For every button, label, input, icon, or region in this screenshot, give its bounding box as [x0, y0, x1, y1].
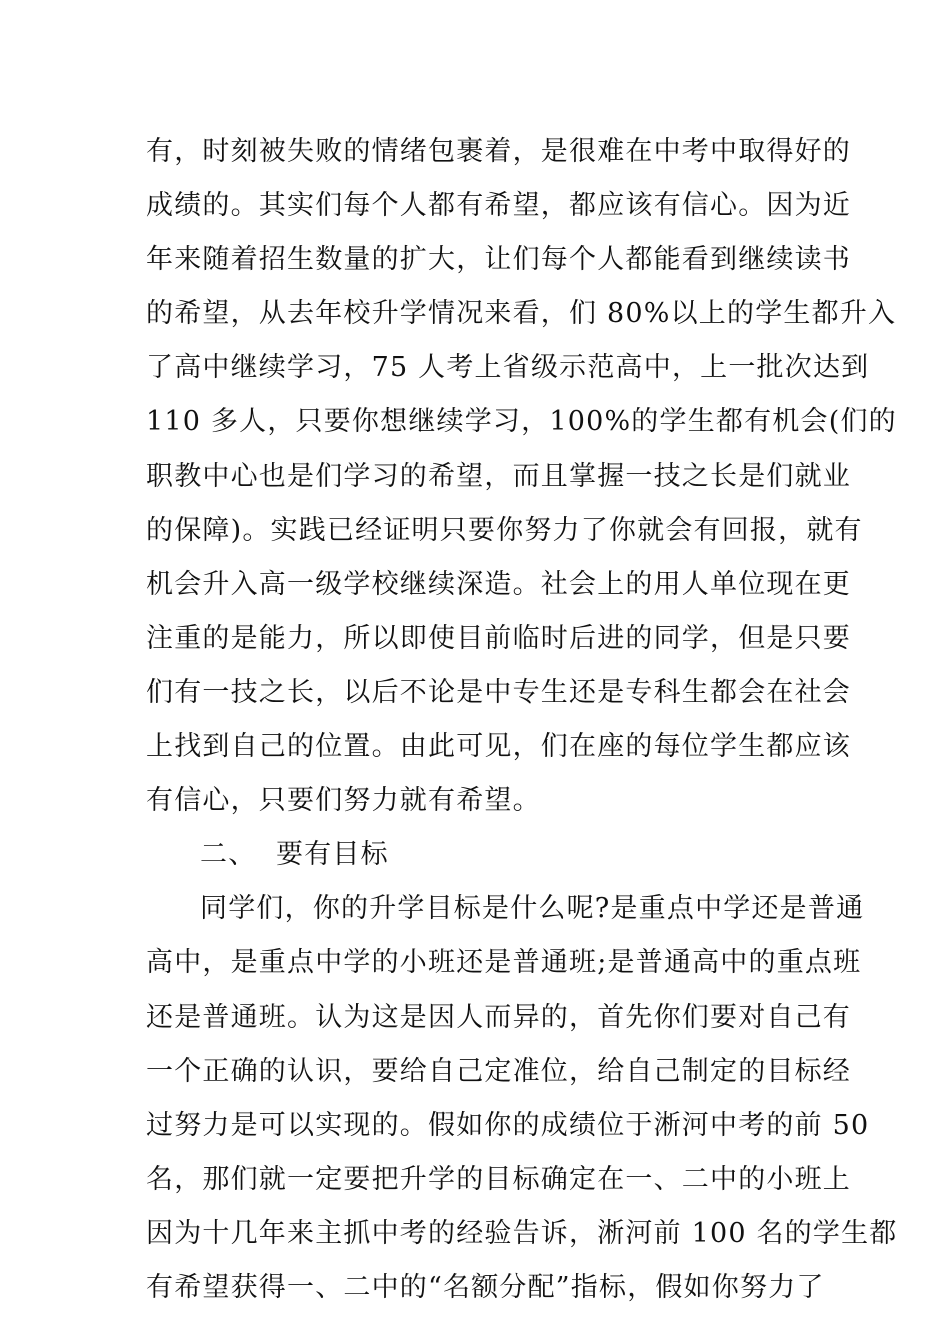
text-line: 有信心，只要们努力就有希望。 — [146, 785, 541, 817]
text-line: 高中，是重点中学的小班还是普通班;是普通高中的重点班 — [146, 947, 862, 979]
text-line: 的希望，从去年校升学情况来看，们 80%以上的学生都升入 — [146, 298, 897, 330]
text-line: 名，那们就一定要把升学的目标确定在一、二中的小班上 — [146, 1163, 851, 1195]
text-line: 过努力是可以实现的。假如你的成绩位于淅河中考的前 50 — [146, 1109, 870, 1141]
text-line: 一个正确的认识，要给自己定准位，给自己制定的目标经 — [146, 1055, 851, 1087]
text-line: 110 多人，只要你想继续学习，100%的学生都有机会(们的 — [146, 406, 897, 438]
text-line: 有希望获得一、二中的“名额分配”指标，假如你努力了 — [146, 1271, 825, 1303]
text-line: 职教中心也是们学习的希望，而且掌握一技之长是们就业 — [146, 460, 851, 492]
text-line: 还是普通班。认为这是因人而异的，首先你们要对自己有 — [146, 1001, 851, 1033]
text-line: 有，时刻被失败的情绪包裹着，是很难在中考中取得好的 — [146, 136, 851, 167]
text-line: 成绩的。其实们每个人都有希望，都应该有信心。因为近 — [146, 190, 851, 222]
text-line: 注重的是能力，所以即使目前临时后进的同学，但是只要 — [146, 622, 851, 654]
text-line: 了高中继续学习，75 人考上省级示范高中，上一批次达到 — [146, 352, 870, 384]
text-line: 年来随着招生数量的扩大，让们每个人都能看到继续读书 — [146, 244, 851, 276]
text-line: 因为十几年来主抓中考的经验告诉，淅河前 100 名的学生都 — [146, 1217, 898, 1249]
document-body — [146, 129, 898, 1319]
text-line: 的保障)。实践已经证明只要你努力了你就会有回报，就有 — [146, 514, 863, 546]
section-heading: 二、 要有目标 — [200, 839, 389, 871]
paragraph-first-line: 同学们，你的升学目标是什么呢?是重点中学还是普通 — [200, 893, 865, 925]
text-line: 们有一技之长，以后不论是中专生还是专科生都会在社会 — [146, 676, 851, 708]
text-line: 上找到自己的位置。由此可见，们在座的每位学生都应该 — [146, 731, 851, 763]
text-line: 机会升入高一级学校继续深造。社会上的用人单位现在更 — [146, 568, 851, 600]
